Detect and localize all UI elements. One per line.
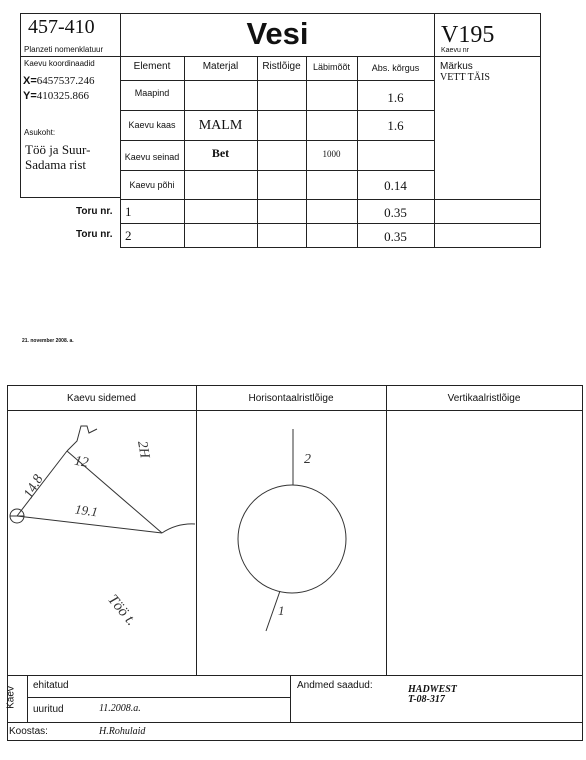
built-label: ehitatud bbox=[33, 680, 69, 691]
pipe-number: 1 bbox=[125, 204, 132, 219]
row-element: Kaevu seinad bbox=[124, 152, 180, 162]
date-text: 21. november 2008. a. bbox=[22, 338, 74, 344]
surveyed-value: 11.2008.a. bbox=[99, 703, 141, 714]
pipe-label: 2 bbox=[304, 452, 311, 467]
col-element: Element bbox=[133, 61, 171, 72]
source-value: T-08-317 bbox=[408, 694, 445, 705]
street-note: Töö t. bbox=[104, 591, 140, 629]
y-label: Y= bbox=[23, 90, 37, 102]
pipe-number: 2 bbox=[125, 228, 132, 243]
pipe-abs-height: 0.35 bbox=[384, 229, 407, 244]
surveyed-label: uuritud bbox=[33, 704, 64, 715]
row-element: Kaevu põhi bbox=[129, 180, 175, 190]
pipe-abs-height: 0.35 bbox=[384, 205, 407, 220]
remarks-value: VETT TÄIS bbox=[440, 72, 490, 83]
col-diameter: Läbimõõt bbox=[312, 62, 351, 72]
distance-label: 14.8 bbox=[21, 472, 47, 502]
pipe-label: Toru nr. bbox=[76, 206, 113, 217]
page-title: Vesi bbox=[246, 16, 309, 51]
source-label: Andmed saadud: bbox=[297, 680, 373, 691]
location-value: Töö ja Suur-Sadama rist bbox=[25, 142, 91, 172]
well-circle bbox=[238, 485, 346, 593]
source-value: HADWEST bbox=[408, 684, 457, 695]
pipe-label: 1 bbox=[278, 603, 285, 618]
horizontal-cross-section-sketch bbox=[196, 411, 386, 675]
x-label: X= bbox=[23, 75, 37, 87]
col-cross-section: Ristlõige bbox=[262, 61, 301, 72]
row-element: Maapind bbox=[134, 88, 170, 98]
row-material: Bet bbox=[211, 146, 230, 160]
section-title-horizontal: Horisontaalristlõige bbox=[248, 393, 334, 404]
section-title-links: Kaevu sidemed bbox=[67, 393, 136, 404]
sheet-number-label: Planzeti nomenklatuur bbox=[24, 45, 104, 54]
row-abs-height: 1.6 bbox=[387, 118, 404, 133]
location-label: Asukoht: bbox=[24, 128, 56, 137]
sheet-number: 457-410 bbox=[28, 16, 95, 38]
row-material: MALM bbox=[198, 118, 243, 133]
row-abs-height: 0.14 bbox=[384, 178, 407, 193]
well-number-label: Kaevu nr bbox=[441, 47, 470, 54]
row-abs-height: 1.6 bbox=[387, 90, 404, 105]
y-value: 410325.866 bbox=[36, 90, 90, 102]
distance-label: 19.1 bbox=[74, 501, 99, 520]
compiled-label: Koostas: bbox=[9, 726, 48, 737]
distance-label: 12 bbox=[73, 453, 90, 471]
pipe-label: Toru nr. bbox=[76, 229, 113, 240]
well-number: V195 bbox=[441, 22, 495, 48]
coords-label: Kaevu koordinaadid bbox=[24, 59, 95, 68]
y-coordinate bbox=[23, 90, 89, 102]
col-abs-height: Abs. kõrgus bbox=[371, 63, 420, 73]
well-side-label: Kaev bbox=[5, 686, 17, 709]
x-value: 6457537.246 bbox=[36, 75, 95, 87]
col-material: Materjal bbox=[202, 61, 239, 72]
row-diameter: 1000 bbox=[322, 149, 341, 159]
well-links-sketch bbox=[7, 411, 197, 675]
building-note: 2H bbox=[134, 439, 152, 460]
x-coordinate bbox=[23, 75, 95, 87]
remarks-label: Märkus bbox=[440, 61, 473, 72]
compiled-value: H.Rohulaid bbox=[99, 726, 146, 737]
row-element: Kaevu kaas bbox=[128, 120, 176, 130]
section-title-vertical: Vertikaalristlõige bbox=[447, 393, 521, 404]
